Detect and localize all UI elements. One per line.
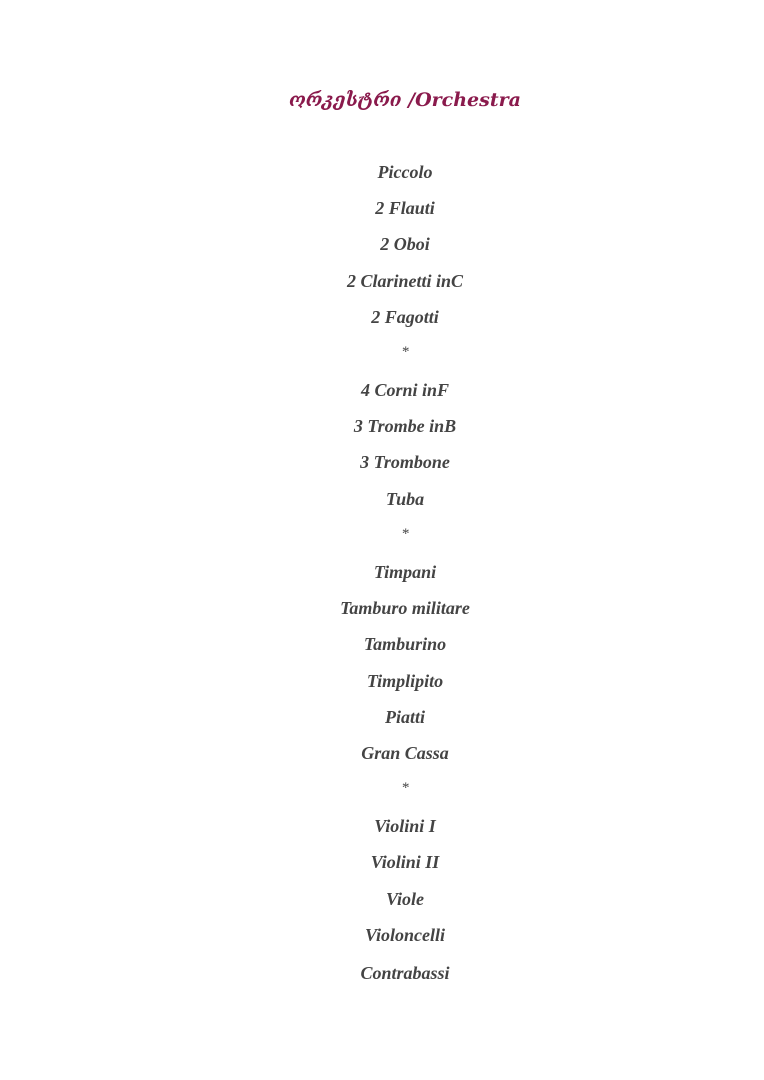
instrument-oboi: 2 Oboi: [380, 234, 430, 254]
page-title: ორკესტრი /Orchestra: [289, 89, 521, 111]
section-separator: *: [401, 526, 409, 542]
instrument-piatti: Piatti: [385, 707, 425, 727]
instrument-contrabassi: Contrabassi: [360, 963, 450, 983]
instrument-viole: Viole: [385, 889, 424, 909]
instrument-piccolo: Piccolo: [377, 162, 433, 182]
instrument-flauti: 2 Flauti: [375, 198, 435, 218]
instrument-fagotti: 2 Fagotti: [371, 307, 439, 327]
instrument-corni: 4 Corni inF: [360, 380, 450, 400]
instrument-tamburo-militare: Tamburo militare: [340, 598, 470, 618]
instrument-gran-cassa: Gran Cassa: [361, 743, 449, 763]
instrument-violoncelli: Violoncelli: [364, 925, 445, 945]
section-separator: *: [401, 344, 409, 360]
instrument-tamburino: Tamburino: [363, 634, 447, 654]
instrument-timplipito: Timplipito: [366, 671, 444, 691]
instrument-trombone: 3 Trombone: [360, 452, 450, 472]
instrument-violini-i: Violini I: [374, 816, 436, 836]
instrument-timpani: Timpani: [373, 562, 437, 582]
instrument-trombe: 3 Trombe inB: [353, 416, 457, 436]
section-separator: *: [401, 780, 409, 796]
instrument-tuba: Tuba: [385, 489, 425, 509]
instrument-clarinetti: 2 Clarinetti inC: [346, 271, 464, 291]
instrument-violini-ii: Violini II: [370, 852, 440, 872]
